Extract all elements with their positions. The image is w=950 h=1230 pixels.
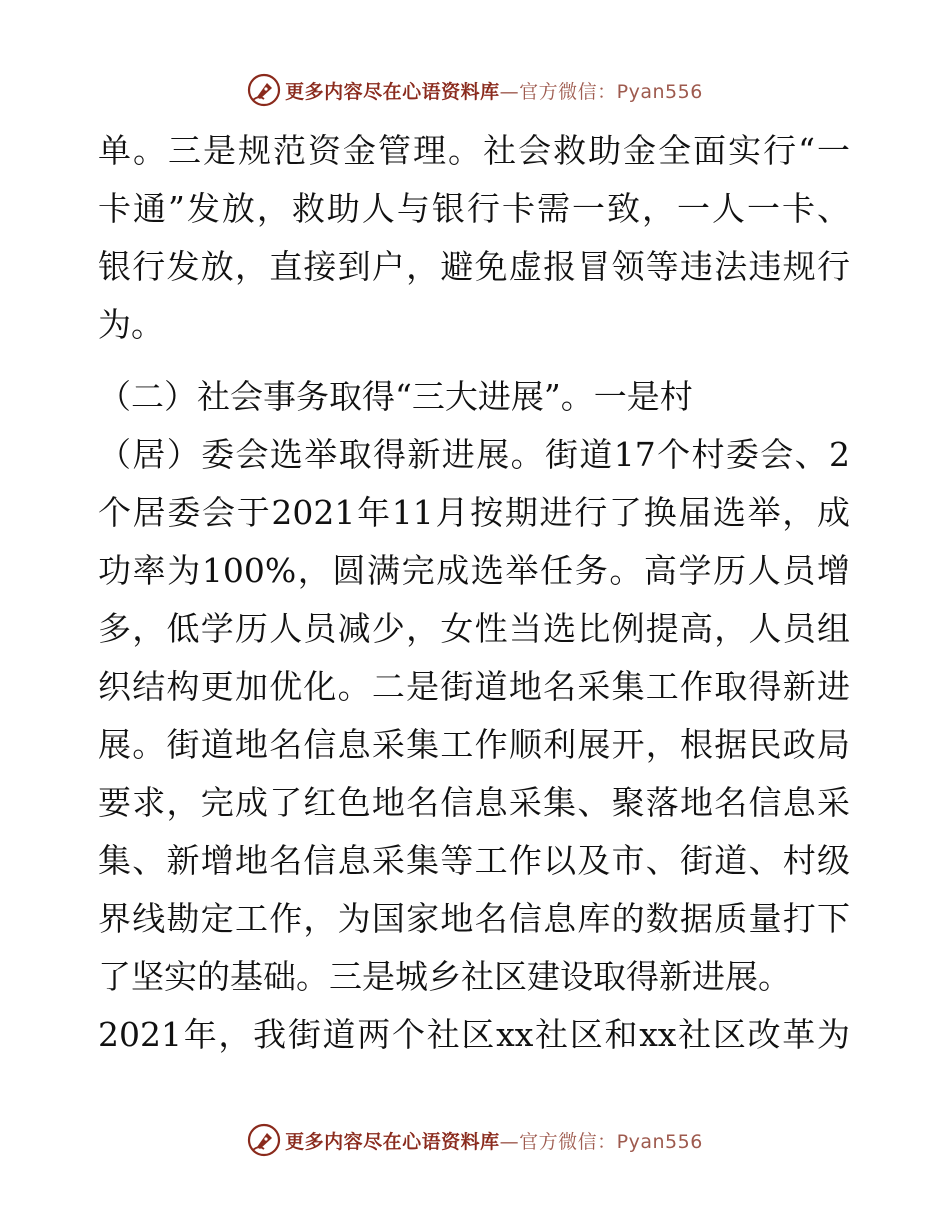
- page-header: [0, 72, 950, 108]
- page-footer: [0, 1122, 950, 1158]
- footer-brand-name: 更多内容尽在心语资料库: [285, 1130, 500, 1153]
- header-brand-text: [285, 77, 703, 104]
- text-line: （居）委会选举取得新进展。街道17个村委会、2: [98, 435, 850, 474]
- text-line: 展。街道地名信息采集工作顺利展开，根据民政局: [98, 725, 850, 764]
- text-line: 单。三是规范资金管理。社会救助金全面实行“一: [98, 131, 850, 170]
- text-line: 界线勘定工作，为国家地名信息库的数据质量打下: [98, 899, 850, 938]
- document-body: [98, 122, 850, 1064]
- text-line: 卡通”发放，救助人与银行卡需一致，一人一卡、: [98, 189, 850, 228]
- text-line: 织结构更加优化。二是街道地名采集工作取得新进: [98, 667, 850, 706]
- header-brand-name: 更多内容尽在心语资料库: [285, 80, 500, 103]
- header-brand-wechat: —官方微信：Pyan556: [499, 80, 703, 103]
- pen-nib-icon: [247, 1123, 281, 1157]
- text-line: （二）社会事务取得“三大进展”。一是村: [98, 377, 693, 416]
- text-line: 2021年，我街道两个社区xx社区和xx社区改革为: [98, 1015, 850, 1054]
- text-line: 集、新增地名信息采集等工作以及市、街道、村级: [98, 841, 850, 880]
- footer-brand-text: [285, 1127, 703, 1154]
- paragraph-2: [98, 368, 850, 1064]
- text-line: 为。: [98, 305, 164, 344]
- text-line: 要求，完成了红色地名信息采集、聚落地名信息采: [98, 783, 850, 822]
- text-line: 多，低学历人员减少，女性当选比例提高，人员组: [98, 609, 850, 648]
- footer-brand-wechat: —官方微信：Pyan556: [499, 1130, 703, 1153]
- text-line: 银行发放，直接到户，避免虚报冒领等违法违规行: [98, 247, 850, 286]
- text-line: 了坚实的基础。三是城乡社区建设取得新进展。: [98, 957, 791, 996]
- text-line: 功率为100%，圆满完成选举任务。高学历人员增: [98, 551, 850, 590]
- text-line: 个居委会于2021年11月按期进行了换届选举，成: [98, 493, 850, 532]
- paragraph-gap: [98, 354, 850, 368]
- pen-nib-icon: [247, 73, 281, 107]
- paragraph-1: [98, 122, 850, 354]
